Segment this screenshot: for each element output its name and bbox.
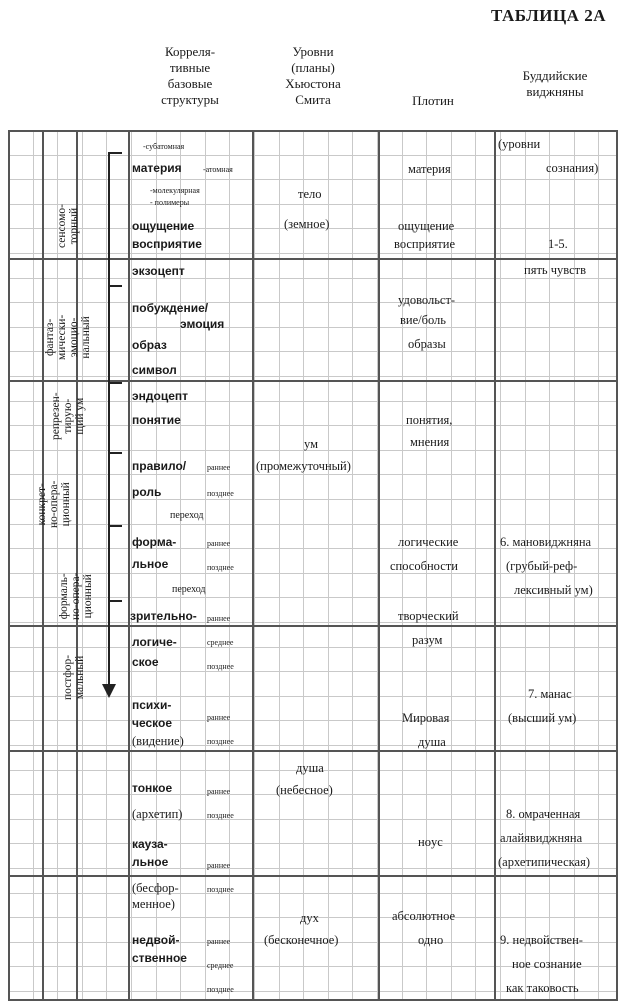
buddhist-nondual-3: как таковость — [506, 981, 579, 995]
grid-line — [8, 179, 618, 180]
column-divider — [128, 130, 130, 1000]
row-divider — [8, 875, 618, 877]
plotinus-concepts: понятия, — [406, 413, 453, 427]
grid-line — [8, 745, 618, 746]
structure-formal-1: форма- — [132, 535, 177, 549]
grid-line — [352, 130, 353, 1000]
grid-line — [8, 474, 618, 475]
structure-psychic-2: ческое — [132, 716, 173, 730]
plotinus-reason: разум — [412, 633, 443, 647]
column-divider — [8, 130, 10, 1000]
buddhist-nondual-1: 9. недвойствен- — [500, 933, 583, 947]
smith-mind: ум — [304, 437, 318, 451]
grid-line — [8, 696, 618, 697]
development-arrow-head — [102, 684, 116, 698]
structure-image: образ — [132, 338, 167, 352]
stage-label-postformal: постфор- мальный — [62, 654, 86, 700]
structure-psychic-1: психи- — [132, 698, 172, 712]
structure-formal-2: льное — [132, 557, 169, 571]
grid-line — [475, 130, 476, 1000]
grid-line — [33, 130, 34, 1000]
header-correlative-structures: Корреля- тивные базовые структуры — [161, 44, 219, 107]
plotinus-perception: восприятие — [394, 237, 456, 251]
structure-transition-2: переход — [172, 584, 206, 595]
grid-line — [8, 302, 618, 303]
structure-causal-3: (бесфор- — [132, 881, 179, 895]
buddhist-gross-2: лексивный ум) — [514, 583, 593, 597]
column-divider — [252, 130, 254, 1000]
structure-nondual-2: ственное — [132, 951, 187, 965]
grid-line — [205, 130, 206, 1000]
header-buddhist-vijnanas: Буддийские виджняны — [522, 68, 588, 99]
structure-subatomic: -субатомная — [143, 142, 185, 151]
plotinus-images: образы — [408, 337, 446, 351]
stage-label-sensorimotor: сенсомо- торный — [56, 204, 80, 248]
buddhist-levels: (уровни — [498, 137, 541, 151]
smith-soul: душа — [296, 761, 324, 775]
structure-symbol: символ — [132, 363, 177, 377]
row-divider — [8, 750, 618, 752]
smith-body: тело — [298, 187, 322, 201]
development-arrow — [108, 152, 110, 687]
column-divider — [76, 130, 78, 1000]
phase-early: раннее — [207, 861, 231, 870]
structure-endocept: эндоцепт — [132, 389, 188, 403]
row-divider — [8, 625, 618, 627]
column-divider — [42, 130, 44, 1000]
plotinus-absolute: абсолютное — [392, 909, 456, 923]
grid-line — [279, 130, 280, 1000]
stage-tick — [108, 600, 122, 602]
structure-atomic: -атомная — [203, 165, 233, 174]
buddhist-higher-mind: (высший ум) — [508, 711, 577, 725]
structure-sensation: ощущение — [132, 219, 195, 233]
structure-psychic-3: (видение) — [132, 734, 184, 748]
grid-line — [8, 376, 618, 377]
structure-matter: материя — [132, 161, 182, 175]
buddhist-gross-1: (грубый-реф- — [506, 559, 578, 573]
structure-causal-4: менное) — [132, 897, 175, 911]
phase-late: позднее — [207, 662, 234, 671]
buddhist-nondual-2: ное сознание — [512, 957, 582, 971]
stage-label-formal-operational: формаль- но-опера- ционный — [58, 572, 94, 620]
structure-concept: понятие — [132, 413, 181, 427]
stage-tick — [108, 525, 122, 527]
smith-infinite: (бесконечное) — [264, 933, 339, 947]
grid-line — [8, 401, 618, 402]
smith-terrestrial: (земное) — [284, 217, 330, 231]
plotinus-logical: логические — [398, 535, 459, 549]
phase-late: позднее — [207, 563, 234, 572]
grid-line — [8, 155, 618, 156]
stage-label-concrete-operational: конкрет- но-опера- ционный — [36, 480, 72, 528]
row-divider — [8, 130, 618, 132]
header-plotinus: Плотин — [412, 93, 454, 108]
structure-vision-logic: зрительно- — [130, 609, 197, 623]
grid-line — [8, 499, 618, 500]
row-divider — [8, 258, 618, 260]
grid-line — [82, 130, 83, 1000]
plotinus-creative: творческий — [398, 609, 459, 623]
grid-line — [8, 253, 618, 254]
grid-line — [598, 130, 599, 1000]
grid-line — [8, 893, 618, 894]
phase-middle: среднее — [207, 961, 234, 970]
structure-transition-1: переход — [170, 510, 204, 521]
phase-early: раннее — [207, 713, 231, 722]
phase-late: позднее — [207, 811, 234, 820]
structure-subtle: тонкое — [132, 781, 173, 795]
grid-line — [8, 622, 618, 623]
buddhist-alaya-2: алайявиджняна — [500, 831, 583, 845]
stage-tick — [108, 285, 122, 287]
smith-celestial: (небесное) — [276, 783, 333, 797]
structure-role: роль — [132, 485, 162, 499]
header-smith-levels: Уровни (планы) Хьюстона Смита — [285, 44, 341, 107]
buddhist-manovijnana: 6. мановиджняна — [500, 535, 592, 549]
grid-line — [8, 204, 618, 205]
phase-early: раннее — [207, 539, 231, 548]
phase-early: раннее — [207, 463, 231, 472]
buddhist-consciousness: сознания) — [546, 161, 599, 175]
smith-spirit: дух — [300, 911, 319, 925]
structure-nondual-1: недвой- — [132, 933, 180, 947]
phase-late: позднее — [207, 985, 234, 994]
grid-line — [8, 351, 618, 352]
structure-logical-1: логиче- — [132, 635, 177, 649]
grid-line — [180, 130, 181, 1000]
structure-perception: восприятие — [132, 237, 202, 251]
phase-middle: среднее — [207, 638, 234, 647]
buddhist-manas: 7. манас — [528, 687, 572, 701]
plotinus-one: одно — [418, 933, 444, 947]
grid-line — [8, 647, 618, 648]
structure-causal-2: льное — [132, 855, 169, 869]
stage-tick — [108, 452, 122, 454]
plotinus-soul: душа — [418, 735, 446, 749]
grid-line — [8, 327, 618, 328]
grid-line — [57, 130, 58, 1000]
column-divider — [616, 130, 618, 1000]
plotinus-world: Мировая — [402, 711, 450, 725]
row-divider — [8, 380, 618, 382]
stage-label-representational: репрезен- тирую- щий ум — [50, 392, 86, 440]
plotinus-nous: нoус — [418, 835, 443, 849]
column-divider — [494, 130, 496, 1000]
phase-early: раннее — [207, 614, 231, 623]
grid-line — [254, 130, 255, 1000]
structure-exocept: экзоцепт — [132, 264, 185, 278]
grid-line — [8, 524, 618, 525]
grid-line — [8, 671, 618, 672]
structure-emotion: эмоция — [180, 317, 225, 331]
phase-early: раннее — [207, 937, 231, 946]
buddhist-1-5: 1-5. — [548, 237, 568, 251]
stage-tick — [108, 152, 122, 154]
plotinus-opinions: мнения — [410, 435, 450, 449]
row-divider — [8, 999, 618, 1001]
stage-tick — [108, 382, 122, 384]
plotinus-matter: материя — [408, 162, 451, 176]
plotinus-faculties: способности — [390, 559, 458, 573]
phase-late: позднее — [207, 737, 234, 746]
structure-rule: правило/ — [132, 459, 187, 473]
phase-early: раннее — [207, 787, 231, 796]
smith-intermediate: (промежуточный) — [256, 459, 351, 473]
grid-line — [8, 425, 618, 426]
plotinus-pleasure-1: удовольст- — [398, 293, 456, 307]
buddhist-alaya-1: 8. омраченная — [506, 807, 581, 821]
structure-causal-1: кауза- — [132, 837, 168, 851]
buddhist-alaya-3: (архетипическая) — [498, 855, 591, 869]
structure-logical-2: ское — [132, 655, 159, 669]
phase-late: позднее — [207, 489, 234, 498]
phase-late: позднее — [207, 885, 234, 894]
plotinus-sensation: ощущение — [398, 219, 455, 233]
stage-label-phantasmic: фантаз- мически- эмоцио- нальный — [44, 314, 92, 360]
grid-line — [303, 130, 304, 1000]
table-title: ТАБЛИЦА 2А — [490, 6, 606, 25]
structure-impulse: побуждение/ — [132, 301, 209, 315]
structure-archetype: (архетип) — [132, 807, 183, 821]
structure-polymers: - полимеры — [150, 198, 190, 207]
buddhist-five-senses: пять чувств — [524, 263, 587, 277]
column-divider — [378, 130, 380, 1000]
grid-line — [328, 130, 329, 1000]
plotinus-pleasure-2: вие/боль — [400, 313, 446, 327]
structure-molecular: -молекулярная — [150, 186, 200, 195]
